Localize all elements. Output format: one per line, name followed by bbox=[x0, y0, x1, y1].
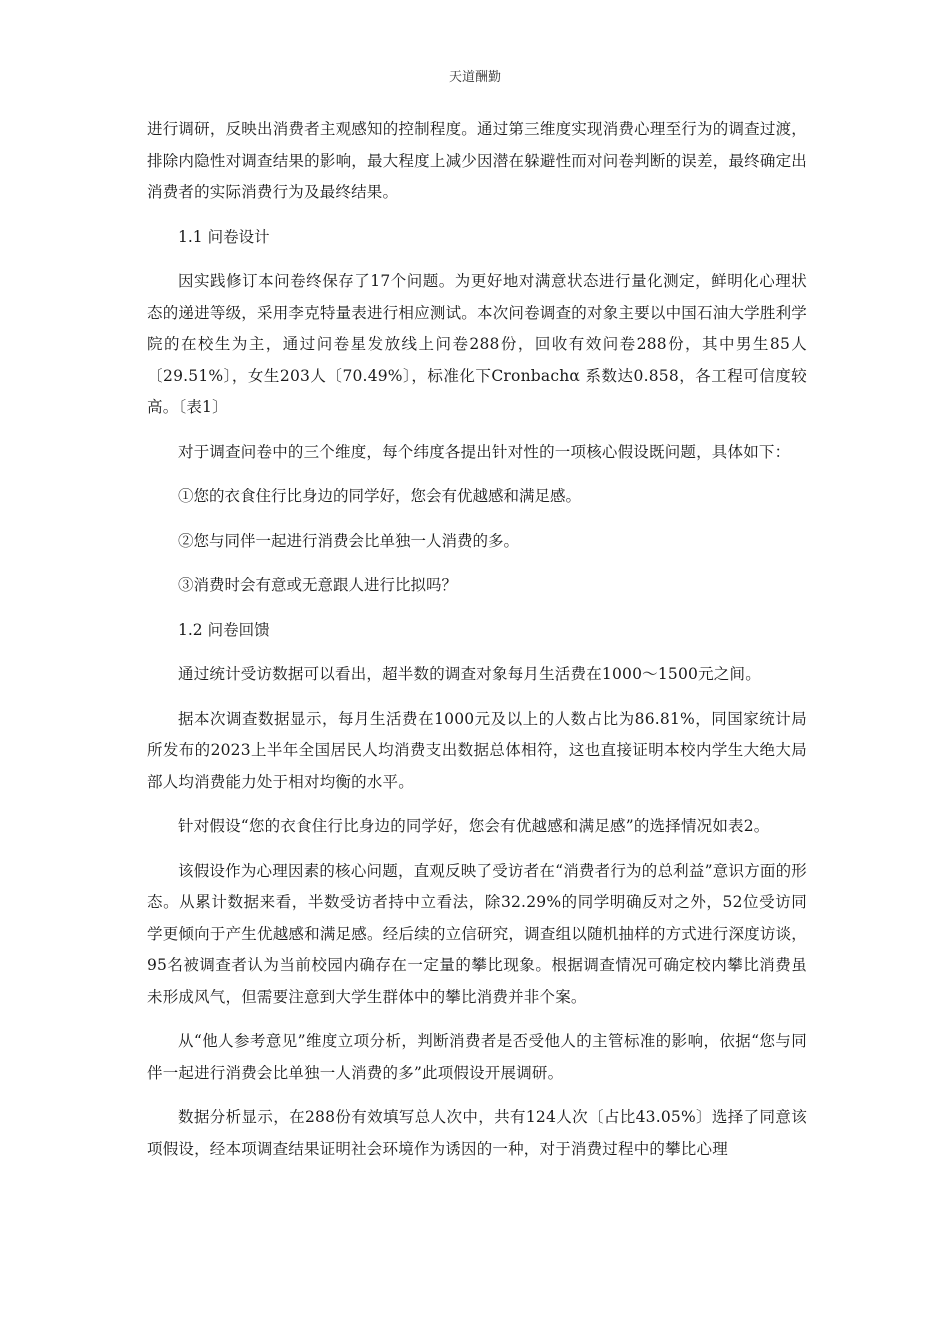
document-body bbox=[147, 114, 807, 1178]
section-heading-questionnaire-feedback: 1.2 问卷回馈 bbox=[178, 620, 270, 639]
paragraph-others-opinion: 从“他人参考意见”维度立项分析，判断消费者是否受他人的主管标准的影响，依据“您与同伴一起进行消费会比单独一人消费的多”此项假设开展调研。 bbox=[147, 1032, 807, 1082]
hypothesis-item-3: ③消费时会有意或无意跟人进行比拟吗？ bbox=[178, 576, 458, 594]
paragraph-questionnaire-design: 因实践修订本问卷终保存了17个问题。为更好地对满意状态进行量化测定，鲜明化心理状态的递进等级，采用李克特量表进行相应测试。本次问卷调查的对象主要以中国石油大学胜利学院的在校生为主，通过问卷星发放线上问卷288份，回收有效问卷288份，其中男生85人〔29.51%〕，女生203人〔70.49%〕，标准化下Cronbachα 系数达0.858，各工程可信度较高。〔表1〕 bbox=[147, 272, 807, 416]
hypothesis-item-1: ①您的衣食住行比身边的同学好，您会有优越感和满足感。 bbox=[178, 487, 582, 505]
hypothesis-item-2: ②您与同伴一起进行消费会比单独一人消费的多。 bbox=[178, 531, 520, 550]
paragraph-survey-data: 据本次调查数据显示，每月生活费在1000元及以上的人数占比为86.81%，同国家统计局所发布的2023上半年全国居民人均消费支出数据总体相符，这也直接证明本校内学生大绝大局部人均消费能力处于相对均衡的水平。 bbox=[147, 709, 807, 791]
paragraph-hypothesis-1-intro: 针对假设“您的衣食住行比身边的同学好，您会有优越感和满足感”的选择情况如表2。 bbox=[178, 817, 770, 835]
section-heading-questionnaire-design: 1.1 问卷设计 bbox=[178, 227, 270, 246]
paragraph-data-analysis: 数据分析显示，在288份有效填写总人次中，共有124人次〔占比43.05%〕选择了同意该项假设，经本项调查结果证明社会环境作为诱因的一种，对于消费过程中的攀比心理 bbox=[147, 1108, 807, 1158]
page-header: 天道酬勤 bbox=[448, 70, 501, 85]
paragraph-hypotheses-intro: 对于调查问卷中的三个维度，每个纬度各提出针对性的一项核心假设既问题，具体如下： bbox=[178, 442, 791, 461]
paragraph-continuation: 进行调研，反映出消费者主观感知的控制程度。通过第三维度实现消费心理至行为的调查过渡，排除内隐性对调查结果的影响，最大程度上减少因潜在躲避性而对问卷判断的误差，最终确定出消费者的实际消费行为及最终结果。 bbox=[147, 120, 807, 201]
paragraph-living-expenses: 通过统计受访数据可以看出，超半数的调查对象每月生活费在1000～1500元之间。 bbox=[178, 665, 761, 683]
paragraph-hypothesis-1-analysis: 该假设作为心理因素的核心问题，直观反映了受访者在“消费者行为的总利益”意识方面的形态。从累计数据来看，半数受访者持中立看法，除32.29%的同学明确反对之外，52位受访同学更倾向于产生优越感和满足感。经后续的立信研究，调查组以随机抽样的方式进行深度访谈，95名被调查者认为当前校园内确存在一定量的攀比现象。根据调查情况可确定校内攀比消费虽未形成风气，但需要注意到大学生群体中的攀比消费并非个案。 bbox=[147, 861, 807, 1006]
